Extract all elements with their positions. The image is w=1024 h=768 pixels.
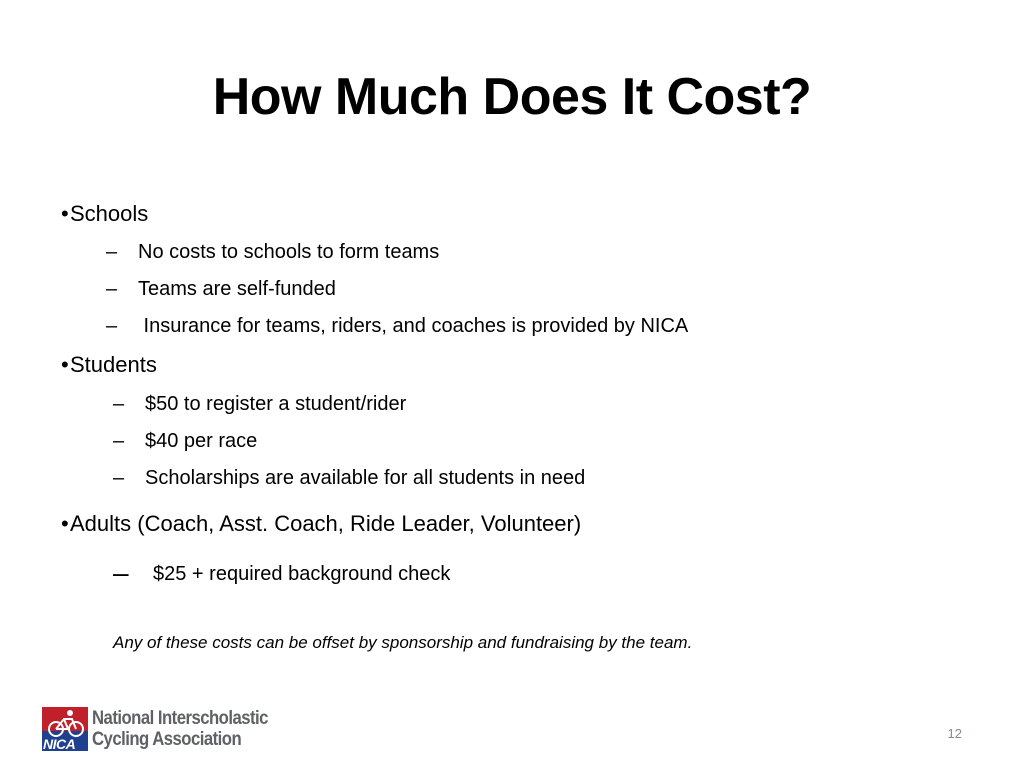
nica-logo-mark	[42, 707, 88, 751]
bullet-students	[61, 351, 157, 379]
sub-item	[106, 277, 336, 301]
sub-item-text: $40 per race	[145, 430, 258, 452]
nica-logo-text	[92, 708, 268, 750]
footnote: Any of these costs can be offset by sponsorship and fundraising by the team.	[113, 633, 693, 652]
sub-item-text: $25 + required background check	[153, 563, 451, 585]
sub-item	[106, 314, 688, 338]
sub-item-text: $50 to register a student/rider	[145, 393, 407, 415]
bullet-label: Schools	[70, 201, 149, 226]
bullet-label: Students	[70, 352, 157, 377]
dash-marker: –	[106, 315, 118, 337]
bullet-marker: •	[61, 352, 69, 377]
dash-marker: –	[106, 241, 118, 263]
sub-item	[113, 466, 585, 490]
nica-logo	[42, 706, 292, 752]
bullet-schools	[61, 200, 148, 228]
dash-marker: –	[113, 557, 129, 588]
sub-item	[113, 429, 257, 453]
sub-item	[113, 557, 451, 588]
sub-item	[113, 392, 406, 416]
sub-item-text: Teams are self-funded	[138, 278, 336, 300]
sub-item-text: Insurance for teams, riders, and coaches is provided by NICA	[138, 315, 689, 337]
nica-logo-line-1: National Interscholastic	[92, 708, 268, 729]
bullet-marker: •	[61, 511, 69, 536]
bullet-adults	[61, 510, 581, 538]
dash-marker: –	[106, 278, 118, 300]
dash-marker: –	[113, 393, 125, 415]
nica-logo-line-2: Cycling Association	[92, 729, 242, 750]
sub-item-text: Scholarships are available for all students in need	[145, 467, 586, 489]
page-number: 12	[947, 726, 962, 741]
dash-marker: –	[113, 430, 125, 452]
nica-logo-mark-label: NICA	[43, 736, 76, 752]
bullet-marker: •	[61, 201, 69, 226]
bullet-label: Adults (Coach, Asst. Coach, Ride Leader, Volunteer)	[70, 511, 582, 536]
dash-marker: –	[113, 467, 125, 489]
sub-item-text: No costs to schools to form teams	[138, 241, 440, 263]
sub-item	[106, 240, 439, 264]
slide-title: How Much Does It Cost?	[212, 68, 812, 126]
